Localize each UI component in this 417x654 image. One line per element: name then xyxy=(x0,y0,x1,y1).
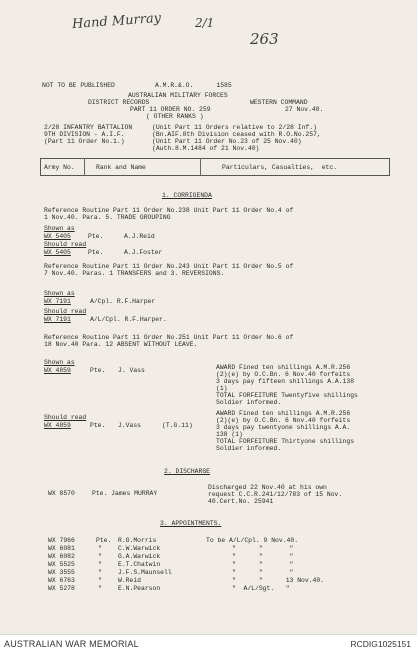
reference-2-line-1: Reference Routine Part 11 Order No.243 Unit Part 11 Order No.5 of xyxy=(44,263,294,270)
should-read-label: Should read xyxy=(44,308,87,315)
rank-and-name: A/L/Cpl. R.F.Harper. xyxy=(90,316,167,323)
appointment-text: " " " xyxy=(232,545,294,552)
army-no: WX 6763 xyxy=(48,577,75,584)
reference-1-line-2: 1 Nov.40. Para. 5. TRADE GROUPING xyxy=(44,214,171,221)
appointment-text: " A/L/Sgt. " xyxy=(232,585,290,592)
discharge-line-1: Discharged 22 Nov.40 at his own xyxy=(208,484,327,491)
rank: " xyxy=(98,545,102,552)
army-no: WX 3555 xyxy=(48,569,75,576)
archive-footer xyxy=(0,634,417,654)
army-no: WX 7191 xyxy=(44,316,71,323)
unit-line-1: 2/28 INFANTRY BATTALION xyxy=(44,124,133,131)
district-records: DISTRICT RECORDS xyxy=(88,99,150,106)
rank-and-name: Pte. James MURRAY xyxy=(92,490,158,497)
should-read-label: Should read xyxy=(44,414,87,421)
award-line-4: (1) xyxy=(216,385,228,392)
army-no: WX 8570 xyxy=(48,490,75,497)
column-header-box xyxy=(40,158,390,176)
army-no: WX 6081 xyxy=(48,545,75,552)
unit-note-4: (Auth.8.M.1484 of 21 Nov.40) xyxy=(152,145,260,152)
award-line-3: 3 days pay fifteen shillings A.A.138 xyxy=(216,378,355,385)
western-command: WESTERN COMMAND xyxy=(250,99,308,106)
reference-1-line-1: Reference Routine Part 11 Order No.238 Unit Part 11 Order No.4 of xyxy=(44,207,294,214)
award-line-3: 3 days pay twentyone shillings A.A. xyxy=(216,424,351,431)
section-appointments-title: 3. APPOINTMENTS. xyxy=(160,520,222,527)
appointment-text: To be A/L/Cpl. 9 Nov.40. xyxy=(206,537,299,544)
rank: " xyxy=(98,553,102,560)
informed-line: Soldier informed. xyxy=(216,399,282,406)
rank: " xyxy=(98,561,102,568)
soldier-name: E.T.Chatwin xyxy=(118,561,161,568)
not-published-label: NOT TO BE PUBLISHED xyxy=(42,82,115,89)
col-rank-name: Rank and Name xyxy=(96,164,146,171)
rank: Pte. xyxy=(90,422,106,429)
section-corrigenda-title: 1. CORRIGENDA xyxy=(162,192,212,199)
army-no: WX 5278 xyxy=(48,585,75,592)
unit-note-2: (Bn.AIF.8th Division ceased with R.O.No.257, xyxy=(152,131,321,138)
section-discharge-title: 2. DISCHARGE xyxy=(164,468,211,475)
handwritten-number-small: 2/1 xyxy=(195,16,215,30)
soldier-name: E.N.Pearson xyxy=(118,585,161,592)
shown-as-label: Shown as xyxy=(44,359,75,366)
handwritten-name: Hand Murray xyxy=(71,10,162,33)
appointment-text: " " " xyxy=(232,561,294,568)
reference-3-line-1: Reference Routine Part 11 Order No.251 Unit Part 11 Order No.6 of xyxy=(44,334,294,341)
column-divider-1 xyxy=(84,158,85,176)
award-line-4: 138 (1) xyxy=(216,431,243,438)
soldier-name: R.G.Morris xyxy=(118,537,157,544)
handwritten-number: 263 xyxy=(250,30,279,48)
appointment-text: " " " xyxy=(232,553,294,560)
rank: Pte. xyxy=(96,537,112,544)
rank: Pte. xyxy=(90,367,106,374)
army-no: WX 7966 xyxy=(48,537,75,544)
forfeiture-line: TOTAL FORFEITURE Thirtyone shillings xyxy=(216,438,355,445)
rank: Pte. xyxy=(88,233,104,240)
army-no: WX 7191 xyxy=(44,298,71,305)
award-line-1: AWARD Fined ten shillings A.M.R.256 xyxy=(216,410,351,417)
unit-line-3: (Part 11 Order No.1.) xyxy=(44,138,125,145)
reference-2-line-2: 7 Nov.40. Paras. 1 TRANSFERS and 3. REVERSIONS. xyxy=(44,270,225,277)
rank: " xyxy=(98,585,102,592)
appointment-text: " " " xyxy=(232,569,294,576)
army-no: WX 6082 xyxy=(48,553,75,560)
unit-note-3: (Unit Part 11 Order No.23 of 25 Nov.40) xyxy=(152,138,302,145)
army-no: WX 5405 xyxy=(44,249,71,256)
rank: Pte. xyxy=(88,249,104,256)
other-ranks-label: ( OTHER RANKS ) xyxy=(146,113,204,120)
order-date: 27 Nov.40. xyxy=(285,106,324,113)
army-no: WX 4859 xyxy=(44,367,71,374)
amr-reference: A.M.R.&.O. 1585 xyxy=(155,82,232,89)
column-divider-2 xyxy=(200,158,201,176)
col-particulars: Particulars, Casualties, etc. xyxy=(222,164,338,171)
soldier-name: A.J.Foster xyxy=(124,249,163,256)
soldier-name: J.F.S.Maunsell xyxy=(118,569,172,576)
part-order-number: PART 11 ORDER NO. 259 xyxy=(130,106,211,113)
soldier-name: W.Reid xyxy=(118,577,142,584)
award-line-2: (2)(e) by O.C.Bn. 6 Nov.40 forfeits xyxy=(216,417,351,424)
amf-title: AUSTRALIAN MILITARY FORCES xyxy=(128,92,228,99)
appointment-text: " " 13 Nov.40. xyxy=(232,577,325,584)
rank-and-name: A/Cpl. R.F.Harper xyxy=(90,298,156,305)
shown-as-label: Shown as xyxy=(44,225,75,232)
unit-note-1: (Unit Part 11 Orders relative to 2/28 Inf.) xyxy=(152,124,317,131)
reference-3-line-2: 18 Nov.40 Para. 12 ABSENT WITHOUT LEAVE. xyxy=(44,341,198,348)
unit-line-2: 9TH DIVISION - A.I.F. xyxy=(44,131,125,138)
discharge-line-2: request C.C.R.241/12/783 of 15 Nov. xyxy=(208,491,343,498)
army-no: WX 5405 xyxy=(44,233,71,240)
rank: " xyxy=(98,577,102,584)
col-army-no: Army No. xyxy=(44,164,75,171)
award-line-2: (2)(e) by O.C.Bn. 6 Nov.40 forfeits xyxy=(216,371,351,378)
soldier-name: A.J.Reid xyxy=(124,233,155,240)
soldier-name: G.A.Warwick xyxy=(118,553,161,560)
army-no: WX 5525 xyxy=(48,561,75,568)
trade-group: (T.G.11) xyxy=(162,422,193,429)
soldier-name: J.Vass xyxy=(118,422,142,429)
rank: " xyxy=(98,569,102,576)
shown-as-label: Shown as xyxy=(44,290,75,297)
should-read-label: Should read xyxy=(44,241,87,248)
informed-line: Soldier informed. xyxy=(216,445,282,452)
archive-id: RCDIG1025151 xyxy=(350,639,411,649)
army-no: WX 4859 xyxy=(44,422,71,429)
soldier-name: C.W.Warwick xyxy=(118,545,161,552)
archive-name: AUSTRALIAN WAR MEMORIAL xyxy=(4,639,139,649)
forfeiture-line: TOTAL FORFEITURE Twentyfive shillings xyxy=(216,392,358,399)
discharge-line-3: 40.Cert.No. 25941 xyxy=(208,498,274,505)
soldier-name: J. Vass xyxy=(118,367,145,374)
award-line-1: AWARD Fined ten shillings A.M.R.256 xyxy=(216,364,351,371)
